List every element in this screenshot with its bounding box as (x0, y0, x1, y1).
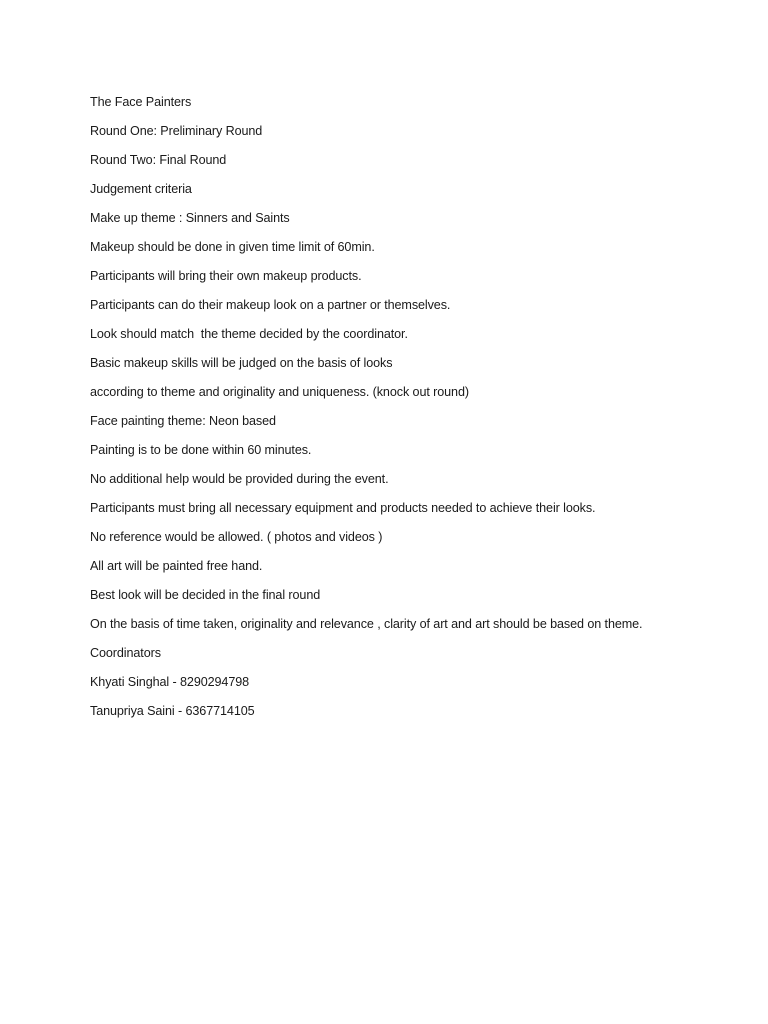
round-one-line: Round One: Preliminary Round (90, 124, 263, 138)
rule-line: Best look will be decided in the final round (90, 588, 321, 602)
document-title: The Face Painters (90, 95, 192, 109)
rule-line: according to theme and originality and uniqueness. (knock out round) (90, 385, 469, 399)
rule-line: On the basis of time taken, originality and relevance , clarity of art and art should be based on theme. (90, 617, 643, 631)
coordinator-contact: Khyati Singhal - 8290294798 (90, 675, 250, 689)
rule-line: Painting is to be done within 60 minutes. (90, 443, 312, 457)
rule-line: Basic makeup skills will be judged on the basis of looks (90, 356, 393, 370)
judgement-criteria-heading: Judgement criteria (90, 182, 192, 196)
rule-line: No reference would be allowed. ( photos and videos ) (90, 530, 383, 544)
coordinator-contact: Tanupriya Saini - 6367714105 (90, 704, 255, 718)
rule-line: Participants must bring all necessary equipment and products needed to achieve their looks. (90, 501, 596, 515)
rule-line: No additional help would be provided during the event. (90, 472, 389, 486)
rule-line: Look should match the theme decided by the coordinator. (90, 327, 408, 341)
face-painting-theme-line: Face painting theme: Neon based (90, 414, 276, 428)
round-two-line: Round Two: Final Round (90, 153, 227, 167)
rule-line: Participants can do their makeup look on a partner or themselves. (90, 298, 451, 312)
coordinators-heading: Coordinators (90, 646, 161, 660)
document-text (90, 92, 750, 730)
rule-line: Participants will bring their own makeup products. (90, 269, 362, 283)
rule-line: All art will be painted free hand. (90, 559, 263, 573)
rule-line: Makeup should be done in given time limit of 60min. (90, 240, 375, 254)
makeup-theme-line: Make up theme : Sinners and Saints (90, 211, 290, 225)
